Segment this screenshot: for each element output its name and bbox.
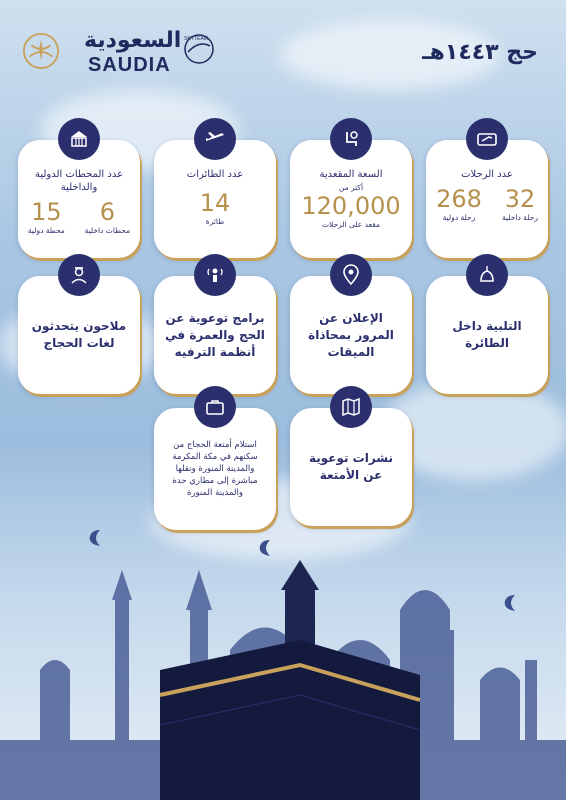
skyteam-icon [182, 32, 216, 66]
building-icon [58, 118, 100, 160]
brand-name-arabic: السعودية [84, 28, 182, 53]
brand-name-english: SAUDIA [88, 54, 171, 76]
stewards-card [18, 276, 140, 394]
domestic-stations-label: محطات داخلية [84, 226, 131, 235]
kaaba-mosque-illustration [0, 510, 566, 800]
broadcast-person-icon [194, 254, 236, 296]
saudia-logo [22, 28, 208, 78]
intl-flights-label: رحلة دولية [442, 213, 476, 222]
talbiyah-card [426, 276, 548, 394]
ticket-icon [466, 118, 508, 160]
domestic-stations-value: 6 [99, 198, 115, 226]
intl-flights-value: 268 [436, 185, 482, 213]
airplane-icon [194, 118, 236, 160]
leaflets-card [290, 408, 412, 526]
flights-card [426, 140, 548, 258]
map-icon [330, 386, 372, 428]
seats-title: السعة المقعدية [319, 169, 383, 180]
seats-label: مقعد على الرحلات [321, 220, 381, 229]
seats-value: 120,000 [301, 192, 401, 220]
domestic-flights-label: رحلة داخلية [501, 213, 538, 222]
seats-subtitle: أكثر من [338, 183, 364, 192]
aircraft-title: عدد الطائرات [186, 169, 244, 180]
aircraft-value: 14 [199, 189, 231, 217]
location-pin-icon [330, 254, 372, 296]
stewards-text: ملاحون يتحدثون لغات الحجاج [31, 319, 127, 350]
aircraft-label: طائرة [205, 217, 225, 226]
domestic-flights-value: 32 [504, 185, 536, 213]
flights-title: عدد الرحلات [461, 169, 513, 180]
programs-text: برامج توعوية عن الحج والعمرة في أنظمة الترفيه [165, 310, 265, 359]
leaflets-text: نشرات توعوية عن الأمتعة [308, 451, 394, 482]
baggage-text: استلام أمتعة الحجاج من سكنهم في مكة المكرمة والمدينة المنورة ونقلها مباشرة إلى مطاري جدة والمدينة المنورة [172, 440, 258, 498]
seats-card [290, 140, 412, 258]
programs-card [154, 276, 276, 394]
stations-title: عدد المحطات الدولية والداخلية [34, 169, 124, 193]
seat-icon [330, 118, 372, 160]
stations-card [18, 140, 140, 258]
talbiyah-text: التلبية داخل الطائرة [452, 319, 522, 350]
hajj-title: حج ١٤٤٣هـ [422, 40, 538, 65]
miqat-card [290, 276, 412, 394]
mosque-dome-icon [466, 254, 508, 296]
briefcase-icon [194, 386, 236, 428]
intl-stations-label: محطة دولية [27, 226, 65, 235]
skyteam-label: SKYTEAM [184, 36, 208, 42]
aircraft-card [154, 140, 276, 258]
saudia-emblem-icon [22, 32, 60, 70]
miqat-text: الإعلان عن المرور بمحاذاة الميقات [308, 310, 394, 359]
flight-attendant-icon [58, 254, 100, 296]
intl-stations-value: 15 [31, 198, 62, 226]
